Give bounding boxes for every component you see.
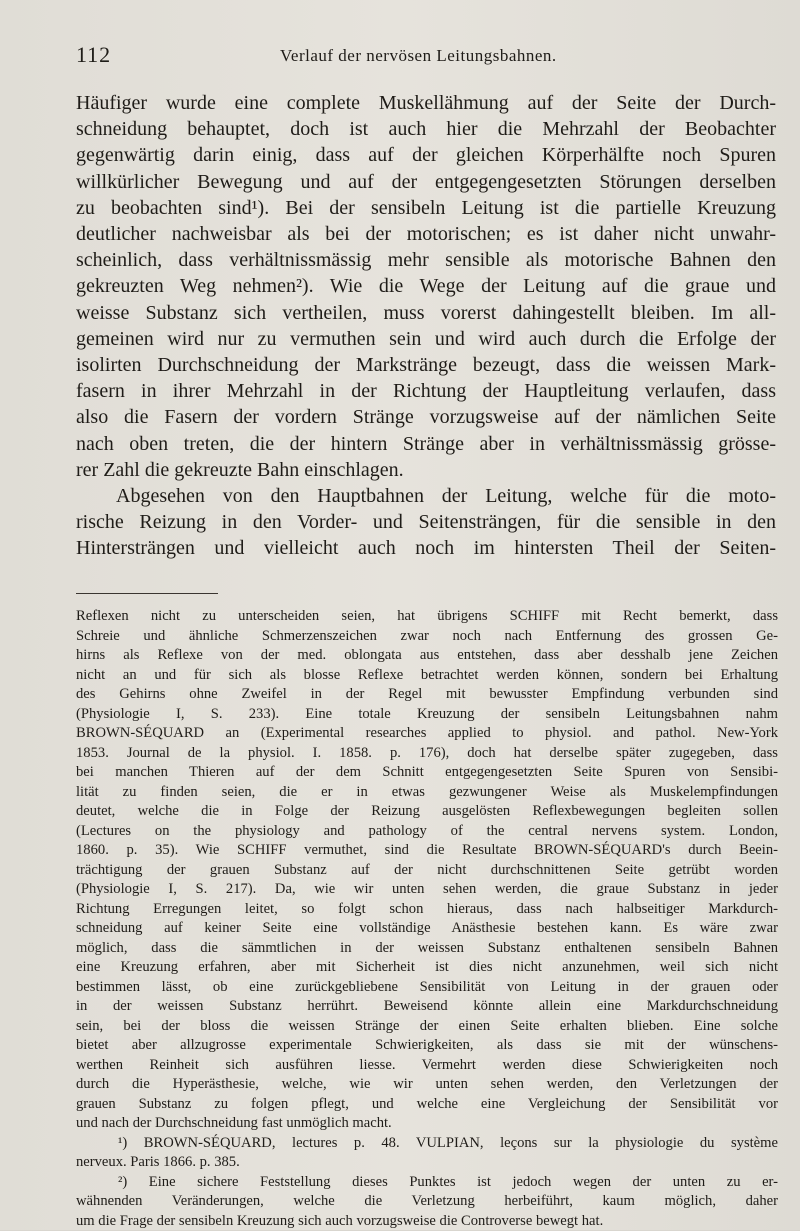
footnote-line: ¹) BROWN-SÉQUARD, lectures p. 48. VULPIAN, leçons sur la physiologie du système (76, 1134, 778, 1154)
footnote-line: Reflexen nicht zu unterscheiden seien, hat übrigens SCHIFF mit Recht bemerkt, dass (76, 607, 778, 627)
footnote-line: (Lectures on the physiology and pathology of the central nervens system. London, (76, 822, 778, 842)
text-line: weisse Substanz sich vertheilen, muss vorerst dahingestellt bleiben. Im all- (76, 300, 776, 326)
text-line: schneidung behauptet, doch ist auch hier die Mehrzahl der Beobachter (76, 116, 776, 142)
text-line: deutlicher nachweisbar als bei der motorischen; es ist daher nicht unwahr- (76, 221, 776, 247)
text-line: zu beobachten sind¹). Bei der sensibeln Leitung ist die partielle Kreuzung (76, 195, 776, 221)
text-line: gegenwärtig darin einig, dass auf der gleichen Körperhälfte noch Spuren (76, 142, 776, 168)
text-line: willkürlicher Bewegung und auf der entgegengesetzten Störungen derselben (76, 169, 776, 195)
footnote-line: möglich, dass die sämmtlichen in der weissen Substanz enthaltenen sensibeln Bahnen (76, 939, 778, 959)
text-line: also die Fasern der vordern Stränge vorzugsweise auf der nämlichen Seite (76, 404, 776, 430)
text-line: Abgesehen von den Hauptbahnen der Leitung, welche für die moto- (76, 483, 776, 509)
text-line: Hintersträngen und vielleicht auch noch im hintersten Theil der Seiten- (76, 535, 776, 561)
footnote-line: bei manchen Thieren auf der dem Schnitt entgegengesetzten Seite Spuren von Sensibi- (76, 763, 778, 783)
footnote-line: 1860. p. 35). Wie SCHIFF vermuthet, sind die Resultate BROWN-SÉQUARD's durch Beein- (76, 841, 778, 861)
footnote-line: grauen Substanz zu folgen pflegt, und welche eine Vergleichung der Sensibilität vor (76, 1095, 778, 1115)
footnote-line: um die Frage der sensibeln Kreuzung sich auch vorzugsweise die Controverse bewegt hat. (76, 1212, 778, 1231)
footnote-1 (76, 1134, 778, 1173)
footnote-line: werthen Reinheit sich ausführen liesse. Vermehrt werden diese Schwierigkeiten noch (76, 1056, 778, 1076)
text-line: fasern in ihrer Mehrzahl in der Richtung der Hauptleitung verlaufen, dass (76, 378, 776, 404)
footnote-line: trächtigung der grauen Substanz auf der nicht durchschnittenen Seite getrübt worden (76, 861, 778, 881)
footnote-line: durch die Hyperästhesie, welche, wie wir unten sehen werden, den Verletzungen der (76, 1075, 778, 1095)
footnote-line: nerveux. Paris 1866. p. 385. (76, 1153, 778, 1173)
footnote-separator (76, 593, 218, 594)
text-line: gekreuzten Weg nehmen²). Wie die Wege der Leitung auf die graue und (76, 273, 776, 299)
footnote-line: in der weissen Substanz herrührt. Beweisend könnte allein eine Markdurchschneidung (76, 997, 778, 1017)
paragraph-1 (76, 90, 776, 483)
footnote-line: bestimmen lässt, ob eine zurückgebliebene Sensibilität von Leitung in der grauen oder (76, 978, 778, 998)
footnote-line: hirns als Reflexe von der med. oblongata aus entstehen, dass aber desshalb jene Zeichen (76, 646, 778, 666)
main-text (76, 90, 776, 562)
text-line: scheinlich, dass verhältnissmässig mehr sensible als motorische Bahnen den (76, 247, 776, 273)
footnote-line: sein, bei der bloss die weissen Stränge der einen Seite erhalten blieben. Eine solche (76, 1017, 778, 1037)
footnote-line: (Physiologie I, S. 233). Eine totale Kreuzung der sensibeln Leitungsbahnen nahm (76, 705, 778, 725)
footnote-line: bietet aber allzugrosse experimentale Schwierigkeiten, als dass sie mit der wünschens- (76, 1036, 778, 1056)
footnote-line: lität zu finden seien, die er in etwas gezwungener Weise als Muskelempfindungen (76, 783, 778, 803)
text-line: Häufiger wurde eine complete Muskellähmung auf der Seite der Durch- (76, 90, 776, 116)
footnote-line: ²) Eine sichere Feststellung dieses Punktes ist jedoch wegen der unten zu er- (76, 1173, 778, 1193)
text-line: isolirten Durchschneidung der Markstränge bezeugt, dass die weissen Mark- (76, 352, 776, 378)
footnote-line: nicht an und für sich als blosse Reflexe betrachtet werden können, sondern bei Erhaltung (76, 666, 778, 686)
footnote-continuation (76, 607, 778, 1134)
page-number: 112 (76, 42, 111, 68)
footnote-line: des Gehirns ohne Zweifel in der Regel mit bewusster Empfindung verbunden sind (76, 685, 778, 705)
paragraph-2 (76, 483, 776, 562)
footnote-line: BROWN-SÉQUARD an (Experimental researches applied to physiol. and pathol. New-York (76, 724, 778, 744)
text-line: nach oben treten, die der hintern Stränge aber in verhältnissmässig grösse- (76, 431, 776, 457)
footnote-line: Richtung Erregungen leitet, so folgt schon hieraus, dass nach halbseitiger Markdurch- (76, 900, 778, 920)
footnote-line: eine Kreuzung erfahren, aber mit Sicherheit ist dies nicht anzunehmen, weil sich nicht (76, 958, 778, 978)
text-line: rische Reizung in den Vorder- und Seitensträngen, für die sensible in den (76, 509, 776, 535)
text-line: rer Zahl die gekreuzte Bahn einschlagen. (76, 457, 776, 483)
text-line: gemeinen wird nur zu vermuthen sein und wird auch durch die Erfolge der (76, 326, 776, 352)
footnote-line: (Physiologie I, S. 217). Da, wie wir unten sehen werden, die graue Substanz in jeder (76, 880, 778, 900)
footnotes (76, 607, 778, 1231)
footnote-line: schneidung auf keiner Seite eine vollständige Anästhesie bestehen kann. Es wäre zwar (76, 919, 778, 939)
footnote-line: deutet, welche die in Folge der Reizung ausgelösten Reflexbewegungen begleiten sollen (76, 802, 778, 822)
running-title: Verlauf der nervösen Leitungsbahnen. (280, 46, 557, 66)
footnote-line: Schreie und ähnliche Schmerzenszeichen zwar noch nach Entfernung des grossen Ge- (76, 627, 778, 647)
page-header (76, 42, 770, 72)
footnote-line: 1853. Journal de la physiol. I. 1858. p. 176), doch hat derselbe später zugegeben, dass (76, 744, 778, 764)
footnote-2 (76, 1173, 778, 1231)
footnote-line: wähnenden Veränderungen, welche die Verletzung herbeiführt, kaum möglich, daher (76, 1192, 778, 1212)
footnote-line: und nach der Durchschneidung fast unmöglich macht. (76, 1114, 778, 1134)
